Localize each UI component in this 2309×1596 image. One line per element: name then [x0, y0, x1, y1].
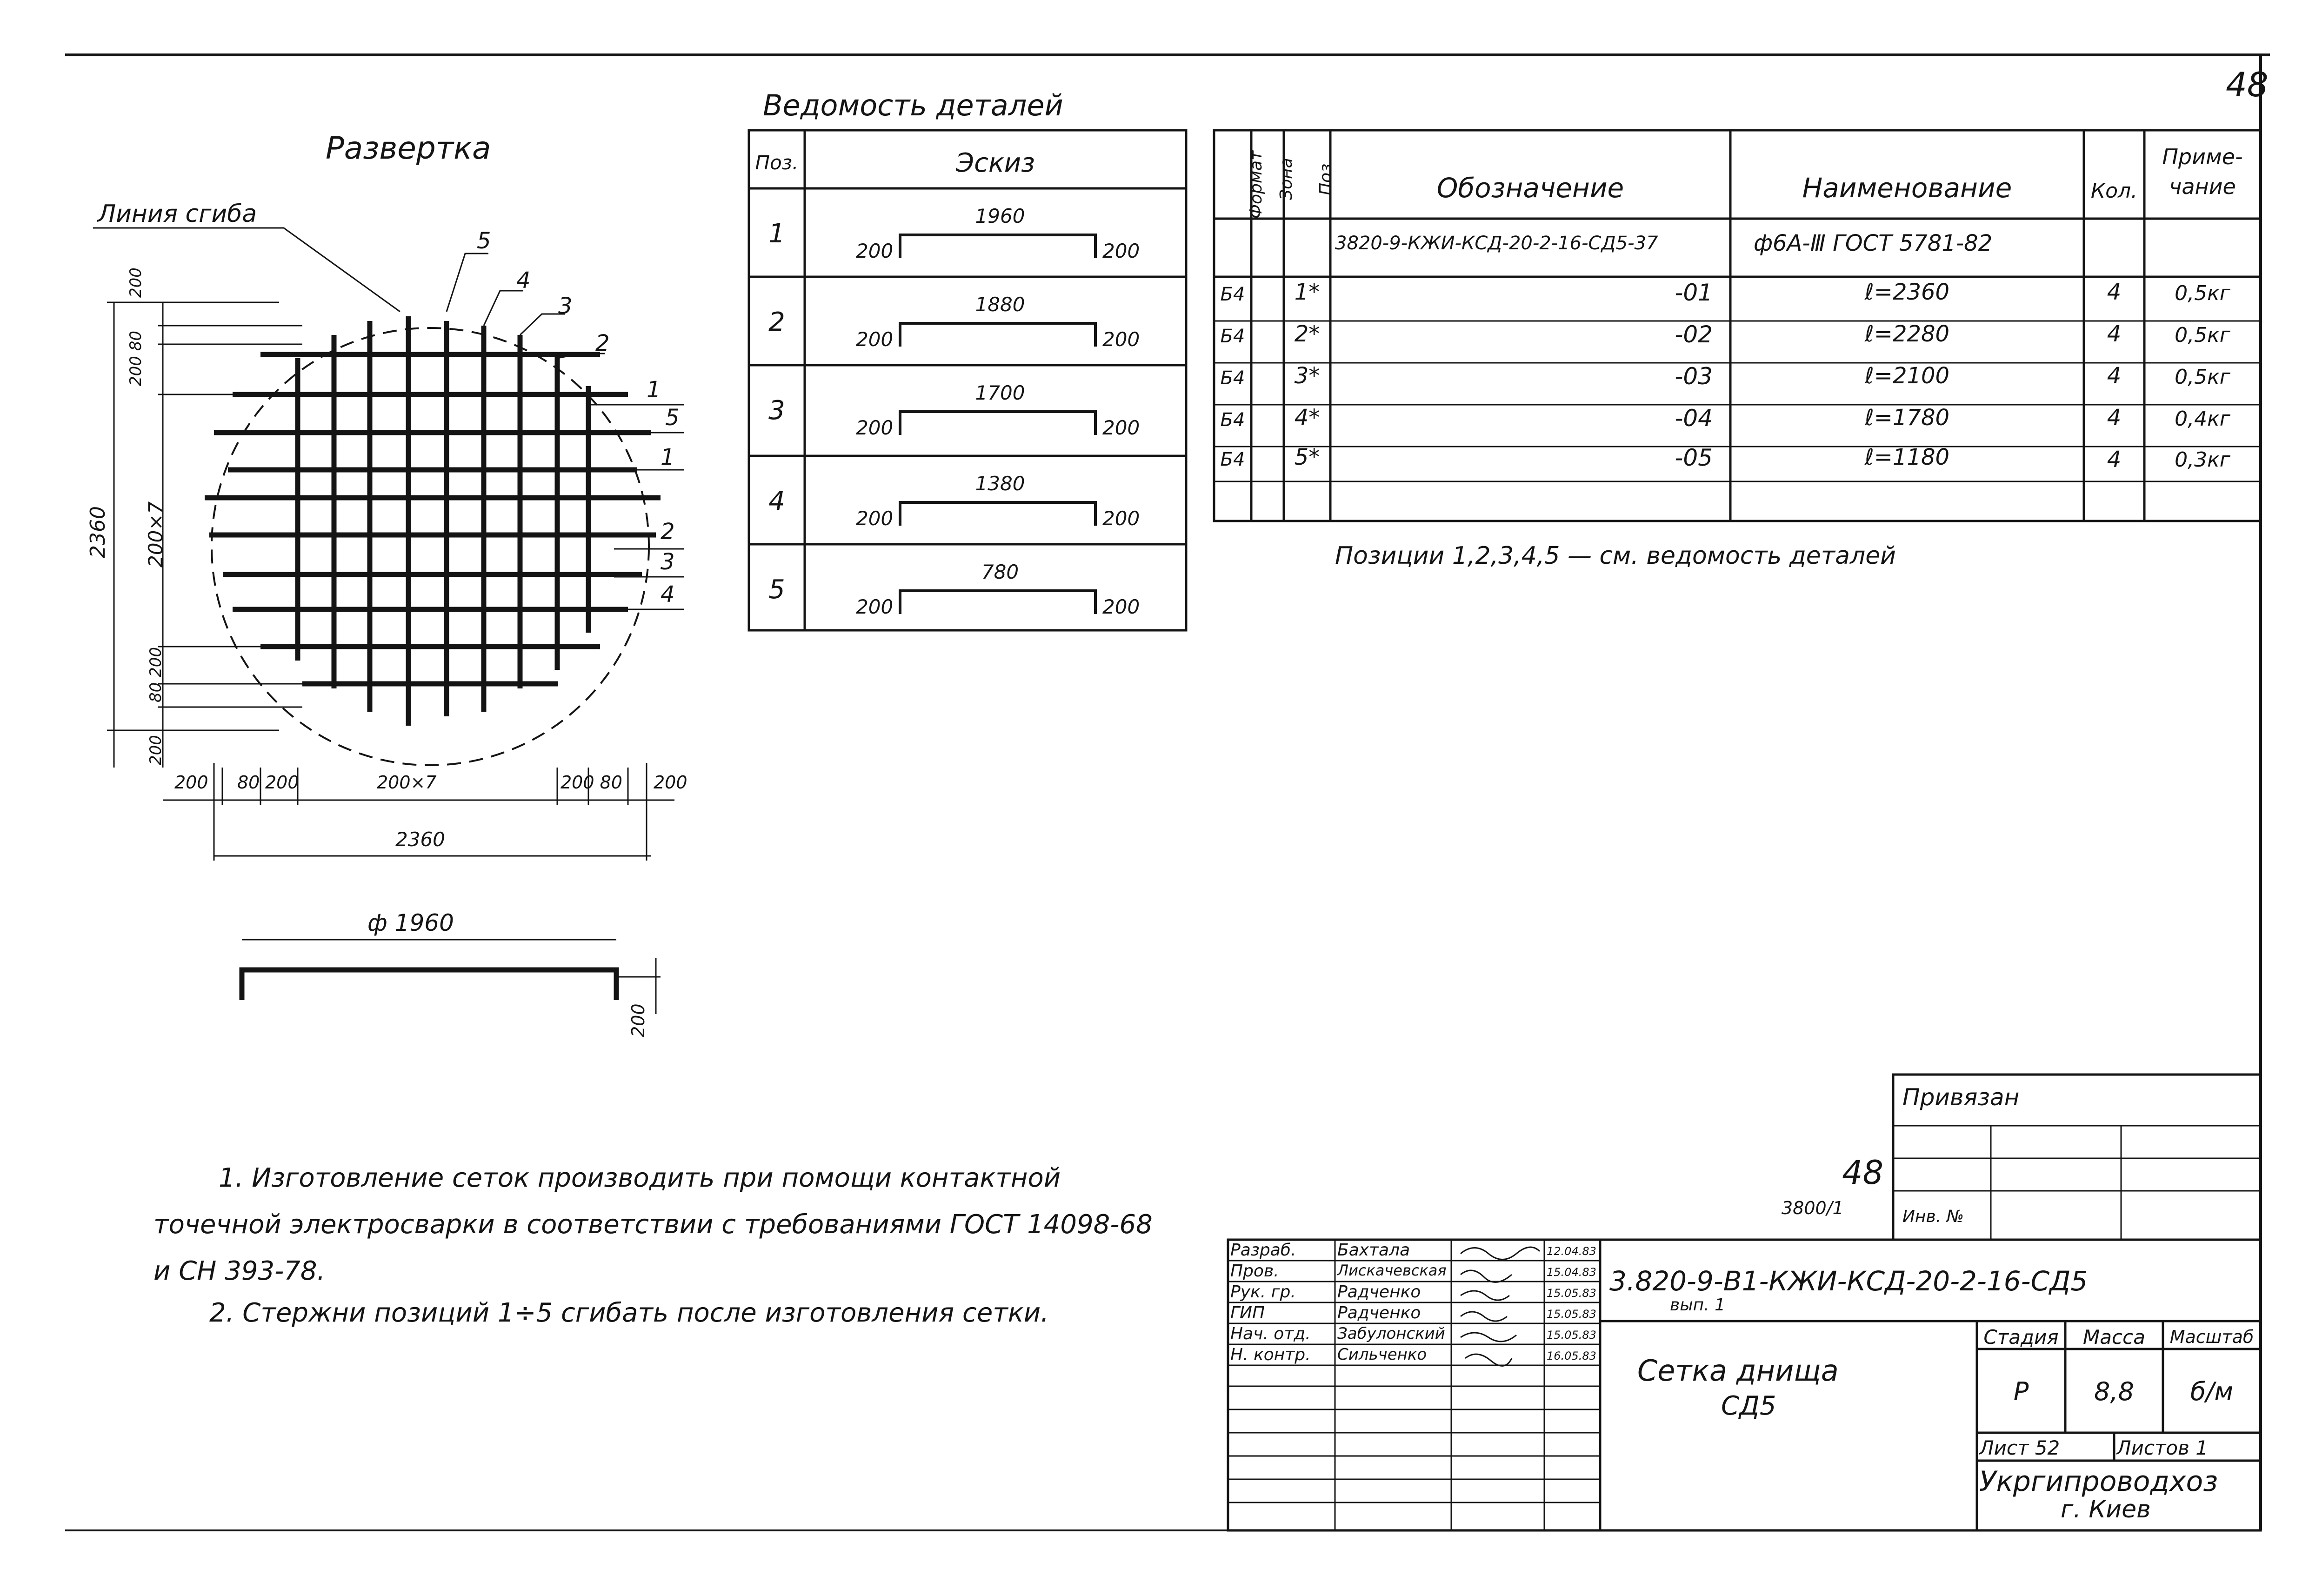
spec-note: 0,3кг — [2175, 448, 2230, 472]
dim-left-80-200-bottom: 80 200 — [147, 647, 165, 702]
spec-designation: -05 — [1675, 444, 1713, 471]
rod-label-4-right: 4 — [661, 581, 675, 608]
rod-label-1-b: 1 — [661, 444, 675, 470]
stamp-document-code-sub: вып. 1 — [1670, 1295, 1725, 1315]
dim-left-2360: 2360 — [86, 506, 110, 558]
details-length: 1700 — [975, 381, 1025, 404]
details-left-leg: 200 — [856, 416, 894, 439]
stamp-mass-value: 8,8 — [2094, 1377, 2134, 1406]
rod-label-4-top: 4 — [516, 267, 531, 294]
spec-qty: 4 — [2107, 447, 2122, 473]
details-length: 1960 — [975, 205, 1025, 227]
details-pos: 3 — [768, 395, 785, 426]
details-right-leg: 200 — [1102, 328, 1140, 351]
stamp-document-code: 3.820-9-В1-КЖИ-КСД-20-2-16-СД5 — [1609, 1265, 2088, 1297]
details-length: 1880 — [975, 293, 1025, 316]
dim-bottom-200-a: 200 — [174, 772, 208, 793]
stamp-date: 15.05.83 — [1547, 1308, 1596, 1321]
stamp-date: 12.04.83 — [1547, 1245, 1596, 1258]
spec-name: ℓ=2360 — [1864, 279, 1950, 305]
details-length: 780 — [981, 561, 1019, 583]
stamp-person-name: Забулонский — [1337, 1324, 1445, 1343]
spec-head-name: ф6А-Ⅲ ГОСТ 5781-82 — [1754, 230, 1993, 256]
signatures — [1461, 1247, 1540, 1366]
stamp-date: 16.05.83 — [1547, 1349, 1596, 1362]
dim-left-200-bottom: 200 — [147, 735, 165, 765]
stamp-title-line2: СД5 — [1721, 1391, 1776, 1421]
rod-label-2-right: 2 — [661, 519, 675, 545]
spec-header-name: Наименование — [1802, 172, 2012, 204]
dim-bottom-80-a: 80 — [237, 772, 260, 793]
details-right-leg: 200 — [1102, 416, 1140, 439]
note-line-4: 2. Стержни позиций 1÷5 сгибать после изготовления сетки. — [209, 1298, 1049, 1328]
spec-header-format: Формат — [1247, 150, 1266, 219]
stamp-person-name: Сильченко — [1337, 1345, 1427, 1364]
stamp-role: Пров. — [1230, 1262, 1279, 1281]
stamp-inv-number: 3800/1 — [1782, 1198, 1844, 1218]
details-pos: 2 — [768, 307, 785, 337]
spec-note: 0,5кг — [2175, 281, 2230, 305]
phi-side-200: 200 — [628, 1003, 648, 1037]
spec-pos: 5* — [1294, 444, 1320, 470]
spec-pos: 2* — [1294, 321, 1320, 347]
stamp-stage-label: Стадия — [1983, 1326, 2059, 1349]
spec-designation: -02 — [1675, 321, 1713, 348]
details-pos: 1 — [768, 219, 785, 249]
stamp-role: Рук. гр. — [1230, 1282, 1296, 1302]
spec-header-qty: Кол. — [2090, 179, 2138, 203]
rod-label-3-right: 3 — [661, 549, 675, 575]
stamp-role: Разраб. — [1230, 1241, 1296, 1260]
sheet-number: 48 — [2226, 65, 2269, 104]
spec-format: Б4 — [1220, 449, 1245, 470]
spec-name: ℓ=1180 — [1864, 444, 1950, 470]
spec-head-designation: 3820-9-КЖИ-КСД-20-2-16-СД5-37 — [1335, 233, 1658, 254]
note-line-3: и СН 393-78. — [153, 1256, 326, 1286]
rod-label-1-a: 1 — [647, 377, 661, 403]
stamp-city: г. Киев — [2061, 1496, 2151, 1523]
spec-name: ℓ=2100 — [1864, 363, 1950, 389]
dim-bottom-200x7: 200×7 — [377, 772, 437, 793]
stamp-person-name: Радченко — [1337, 1282, 1421, 1302]
details-left-leg: 200 — [856, 507, 894, 530]
rod-label-3-top: 3 — [558, 293, 573, 319]
spec-qty: 4 — [2107, 405, 2122, 431]
title-block-lines — [1228, 1075, 2261, 1530]
spec-format: Б4 — [1220, 284, 1245, 305]
phi-1960-label: ф 1960 — [367, 909, 454, 936]
dim-left-200-top: 200 — [127, 267, 145, 298]
spec-qty: 4 — [2107, 363, 2122, 389]
details-sketches — [900, 235, 1095, 614]
spec-designation: -04 — [1675, 405, 1713, 432]
fold-line-label: Линия сгиба — [98, 200, 257, 228]
details-right-leg: 200 — [1102, 240, 1140, 262]
stamp-role: Нач. отд. — [1230, 1324, 1311, 1343]
note-line-2: точечной электросварки в соответствии с требованиями ГОСТ 14098-68 — [153, 1209, 1153, 1240]
rod-label-5-right: 5 — [665, 405, 680, 431]
spec-footnote: Позиции 1,2,3,4,5 — см. ведомость деталей — [1335, 542, 1896, 570]
spec-qty: 4 — [2107, 279, 2122, 305]
stamp-inv-label: Инв. № — [1902, 1207, 1964, 1226]
details-pos: 4 — [768, 486, 785, 516]
spec-designation: -01 — [1675, 279, 1713, 306]
stamp-sheets-label: Листов 1 — [2116, 1436, 2208, 1459]
spec-header-designation: Обозначение — [1436, 172, 1624, 204]
spec-note: 0,5кг — [2175, 365, 2230, 389]
dim-left-200-80-top: 200 80 — [127, 331, 145, 386]
details-right-leg: 200 — [1102, 507, 1140, 530]
spec-format: Б4 — [1220, 326, 1245, 347]
spec-name: ℓ=1780 — [1864, 405, 1950, 431]
spec-note: 0,4кг — [2175, 407, 2230, 431]
dim-left-200x7: 200×7 — [144, 501, 167, 568]
stamp-date: 15.04.83 — [1547, 1266, 1596, 1279]
rod-label-5-top: 5 — [477, 228, 491, 254]
stamp-stage-value: Р — [2013, 1377, 2029, 1406]
stamp-mass-label: Масса — [2083, 1326, 2145, 1349]
spec-pos: 4* — [1294, 405, 1320, 431]
spec-pos: 1* — [1294, 279, 1320, 305]
stamp-scale-label: Масштаб — [2169, 1327, 2254, 1347]
note-line-1: 1. Изготовление сеток производить при помощи контактной — [219, 1163, 1061, 1193]
spec-qty: 4 — [2107, 321, 2122, 347]
details-right-leg: 200 — [1102, 595, 1140, 618]
dim-bottom-200-c: 200 — [654, 772, 687, 793]
details-pos: 5 — [768, 574, 785, 605]
stamp-role: Н. контр. — [1230, 1345, 1311, 1364]
dim-bottom-200-80: 200 80 — [561, 772, 622, 793]
stamp-person-name: Лискачевская — [1337, 1262, 1447, 1279]
stamp-sheet-mark: 48 — [1842, 1154, 1884, 1192]
spec-header-pos: Поз. — [1316, 158, 1335, 195]
spec-format: Б4 — [1220, 367, 1245, 389]
spec-header-zone: Зона — [1277, 158, 1296, 200]
details-title: Ведомость деталей — [763, 88, 1063, 122]
stamp-date: 15.05.83 — [1547, 1329, 1596, 1342]
details-left-leg: 200 — [856, 595, 894, 618]
stamp-role: ГИП — [1230, 1303, 1265, 1322]
dim-bottom-200-b: 200 — [265, 772, 299, 793]
details-left-leg: 200 — [856, 240, 894, 262]
stamp-sheet-label: Лист 52 — [1979, 1436, 2060, 1459]
spec-note: 0,5кг — [2175, 323, 2230, 347]
stamp-organization: Укргипроводхоз — [1979, 1465, 2218, 1498]
details-length: 1380 — [975, 472, 1025, 495]
privyazan-label: Привязан — [1902, 1084, 2020, 1111]
details-header-pos: Поз. — [755, 151, 799, 174]
stamp-date: 15.05.83 — [1547, 1287, 1596, 1300]
details-left-leg: 200 — [856, 328, 894, 351]
stamp-title-line1: Сетка днища — [1637, 1354, 1839, 1388]
spec-designation: -03 — [1675, 363, 1713, 390]
rod-label-2-top: 2 — [595, 330, 610, 356]
spec-name: ℓ=2280 — [1864, 321, 1950, 347]
spec-format: Б4 — [1220, 409, 1245, 431]
stamp-person-name: Радченко — [1337, 1303, 1421, 1322]
stamp-scale-value: б/м — [2190, 1377, 2234, 1406]
spec-header-note: Приме- чание — [2162, 144, 2243, 200]
razvertka-title: Развертка — [326, 130, 491, 166]
stamp-person-name: Бахтала — [1337, 1241, 1410, 1260]
details-header-sketch: Эскиз — [956, 148, 1035, 178]
spec-pos: 3* — [1294, 363, 1320, 389]
dim-bottom-2360: 2360 — [395, 828, 445, 851]
